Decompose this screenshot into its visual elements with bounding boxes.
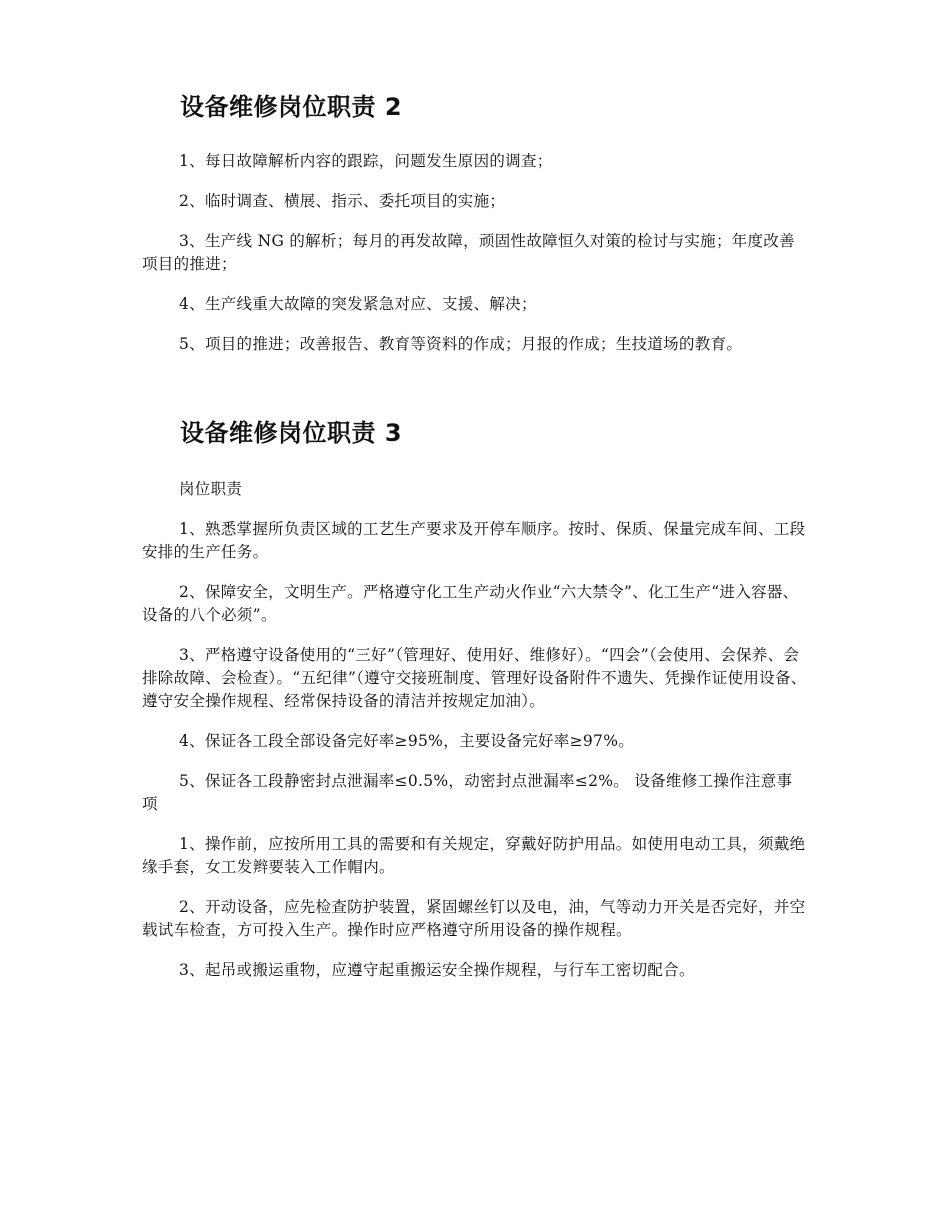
paragraph: 1、熟悉掌握所负责区域的工艺生产要求及开停车顺序。按时、保质、保量完成车间、工段安排的生产任务。 bbox=[142, 520, 806, 561]
paragraph: 3、起吊或搬运重物，应遵守起重搬运安全操作规程，与行车工密切配合。 bbox=[179, 961, 695, 979]
paragraph: 2、临时调查、横展、指示、委托项目的实施； bbox=[179, 192, 506, 210]
paragraph: 4、保证各工段全部设备完好率≥95%，主要设备完好率≥97%。 bbox=[179, 732, 635, 750]
section-heading: 设备维修岗位职责 2 bbox=[180, 93, 403, 121]
paragraph: 岗位职责 bbox=[179, 480, 243, 498]
paragraph: 5、保证各工段静密封点泄漏率≤0.5%，动密封点泄漏率≤2%。 设备维修工操作注意事项 bbox=[142, 772, 793, 813]
paragraph: 5、项目的推进；改善报告、教育等资料的作成；月报的作成；生技道场的教育。 bbox=[179, 335, 743, 353]
paragraph: 2、开动设备，应先检查防护装置，紧固螺丝钉以及电，油，气等动力开关是否完好，并空载试车检查，方可投入生产。操作时应严格遵守所用设备的操作规程。 bbox=[142, 898, 806, 939]
paragraph: 4、生产线重大故障的突发紧急对应、支援、解决； bbox=[179, 295, 537, 313]
section-duties-3 bbox=[142, 418, 807, 999]
paragraph: 1、每日故障解析内容的跟踪，问题发生原因的调查； bbox=[179, 152, 553, 170]
paragraph: 3、生产线 NG 的解析；每月的再发故障，顽固性故障恒久对策的检讨与实施；年度改善项目的推进； bbox=[142, 232, 795, 273]
paragraph: 2、保障安全，文明生产。严格遵守化工生产动火作业“六大禁令”、化工生产“进入容器、设备的八个必须”。 bbox=[142, 583, 799, 624]
paragraph: 1、操作前，应按所用工具的需要和有关规定，穿戴好防护用品。如使用电动工具，须戴绝缘手套，女工发辫要装入工作帽内。 bbox=[142, 835, 806, 876]
section-duties-2 bbox=[142, 92, 807, 373]
paragraph: 3、严格遵守设备使用的“三好”（管理好、使用好、维修好）。“四会”（会使用、会保养、会排除故障、会检查）。“五纪律”（遵守交接班制度、管理好设备附件不遗失、凭操作证使用设备、遵守安全操作规程、经常保持设备的清洁并按规定加油）。 bbox=[142, 646, 807, 710]
section-heading: 设备维修岗位职责 3 bbox=[180, 419, 403, 447]
